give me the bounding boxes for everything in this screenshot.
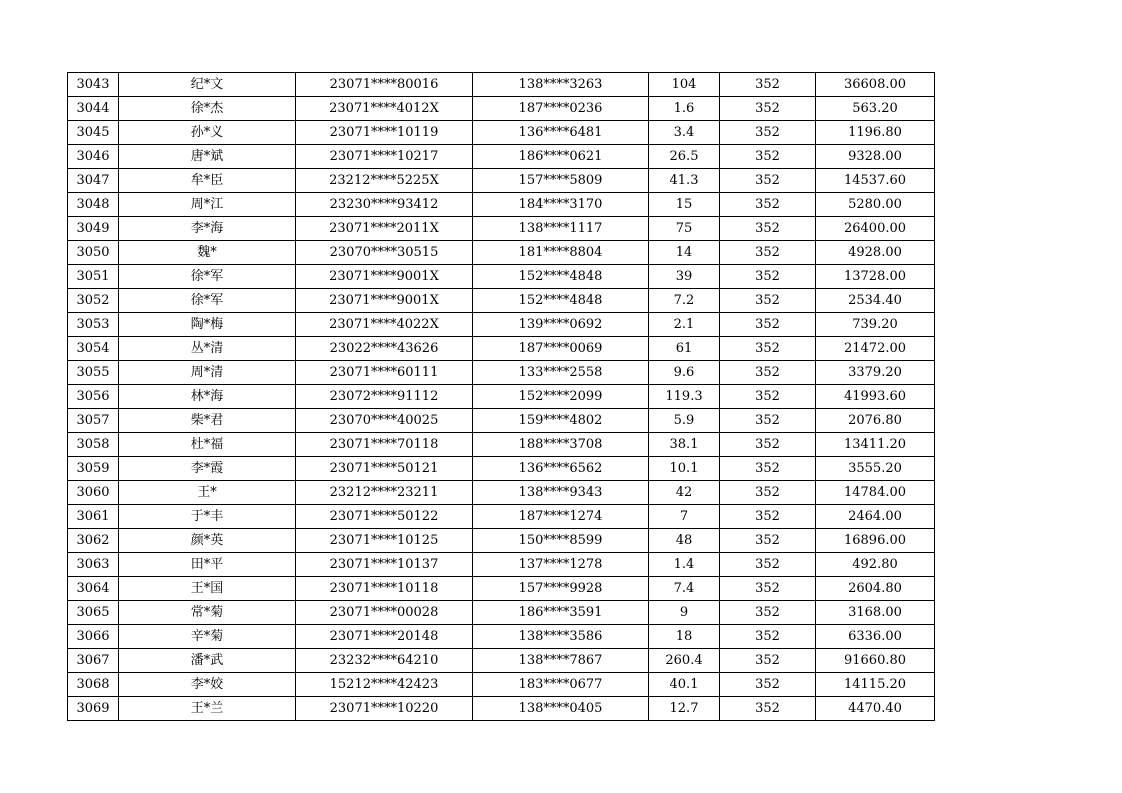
unit-price-cell: 352 bbox=[720, 649, 816, 673]
name-cell: 徐*杰 bbox=[119, 97, 296, 121]
serial-number-cell: 3051 bbox=[68, 265, 119, 289]
serial-number-cell: 3043 bbox=[68, 73, 119, 97]
quantity-cell: 7.2 bbox=[649, 289, 720, 313]
id-number-cell: 23071****60111 bbox=[296, 361, 473, 385]
unit-price-cell: 352 bbox=[720, 265, 816, 289]
table-row bbox=[68, 73, 935, 97]
quantity-cell: 15 bbox=[649, 193, 720, 217]
unit-price-cell: 352 bbox=[720, 97, 816, 121]
unit-price-cell: 352 bbox=[720, 193, 816, 217]
unit-price-cell: 352 bbox=[720, 289, 816, 313]
id-number-cell: 23071****4012X bbox=[296, 97, 473, 121]
unit-price-cell: 352 bbox=[720, 241, 816, 265]
id-number-cell: 23071****10217 bbox=[296, 145, 473, 169]
id-number-cell: 23071****20148 bbox=[296, 625, 473, 649]
amount-cell: 2076.80 bbox=[816, 409, 935, 433]
amount-cell: 26400.00 bbox=[816, 217, 935, 241]
amount-cell: 2464.00 bbox=[816, 505, 935, 529]
name-cell: 潘*武 bbox=[119, 649, 296, 673]
amount-cell: 492.80 bbox=[816, 553, 935, 577]
unit-price-cell: 352 bbox=[720, 73, 816, 97]
serial-number-cell: 3065 bbox=[68, 601, 119, 625]
quantity-cell: 18 bbox=[649, 625, 720, 649]
amount-cell: 41993.60 bbox=[816, 385, 935, 409]
unit-price-cell: 352 bbox=[720, 409, 816, 433]
name-cell: 陶*梅 bbox=[119, 313, 296, 337]
id-number-cell: 23212****23211 bbox=[296, 481, 473, 505]
phone-cell: 183****0677 bbox=[473, 673, 649, 697]
name-cell: 辛*菊 bbox=[119, 625, 296, 649]
unit-price-cell: 352 bbox=[720, 313, 816, 337]
serial-number-cell: 3058 bbox=[68, 433, 119, 457]
table-row bbox=[68, 481, 935, 505]
table-row bbox=[68, 457, 935, 481]
name-cell: 王* bbox=[119, 481, 296, 505]
unit-price-cell: 352 bbox=[720, 361, 816, 385]
serial-number-cell: 3067 bbox=[68, 649, 119, 673]
id-number-cell: 23070****40025 bbox=[296, 409, 473, 433]
amount-cell: 4928.00 bbox=[816, 241, 935, 265]
serial-number-cell: 3048 bbox=[68, 193, 119, 217]
id-number-cell: 23071****10220 bbox=[296, 697, 473, 721]
name-cell: 丛*清 bbox=[119, 337, 296, 361]
phone-cell: 138****3586 bbox=[473, 625, 649, 649]
name-cell: 杜*福 bbox=[119, 433, 296, 457]
unit-price-cell: 352 bbox=[720, 625, 816, 649]
phone-cell: 138****1117 bbox=[473, 217, 649, 241]
quantity-cell: 104 bbox=[649, 73, 720, 97]
name-cell: 周*清 bbox=[119, 361, 296, 385]
quantity-cell: 2.1 bbox=[649, 313, 720, 337]
quantity-cell: 9 bbox=[649, 601, 720, 625]
phone-cell: 159****4802 bbox=[473, 409, 649, 433]
unit-price-cell: 352 bbox=[720, 457, 816, 481]
unit-price-cell: 352 bbox=[720, 145, 816, 169]
serial-number-cell: 3059 bbox=[68, 457, 119, 481]
amount-cell: 6336.00 bbox=[816, 625, 935, 649]
phone-cell: 139****0692 bbox=[473, 313, 649, 337]
table-row bbox=[68, 289, 935, 313]
quantity-cell: 61 bbox=[649, 337, 720, 361]
id-number-cell: 23071****80016 bbox=[296, 73, 473, 97]
quantity-cell: 10.1 bbox=[649, 457, 720, 481]
amount-cell: 5280.00 bbox=[816, 193, 935, 217]
amount-cell: 3168.00 bbox=[816, 601, 935, 625]
quantity-cell: 5.9 bbox=[649, 409, 720, 433]
name-cell: 李*霞 bbox=[119, 457, 296, 481]
phone-cell: 138****3263 bbox=[473, 73, 649, 97]
amount-cell: 14784.00 bbox=[816, 481, 935, 505]
serial-number-cell: 3063 bbox=[68, 553, 119, 577]
table-row bbox=[68, 553, 935, 577]
name-cell: 柴*君 bbox=[119, 409, 296, 433]
name-cell: 纪*文 bbox=[119, 73, 296, 97]
id-number-cell: 23022****43626 bbox=[296, 337, 473, 361]
amount-cell: 14537.60 bbox=[816, 169, 935, 193]
serial-number-cell: 3062 bbox=[68, 529, 119, 553]
amount-cell: 16896.00 bbox=[816, 529, 935, 553]
quantity-cell: 7 bbox=[649, 505, 720, 529]
table-row bbox=[68, 313, 935, 337]
id-number-cell: 23071****4022X bbox=[296, 313, 473, 337]
id-number-cell: 23232****64210 bbox=[296, 649, 473, 673]
quantity-cell: 38.1 bbox=[649, 433, 720, 457]
unit-price-cell: 352 bbox=[720, 433, 816, 457]
serial-number-cell: 3049 bbox=[68, 217, 119, 241]
serial-number-cell: 3046 bbox=[68, 145, 119, 169]
records-table-body bbox=[68, 73, 935, 721]
amount-cell: 1196.80 bbox=[816, 121, 935, 145]
unit-price-cell: 352 bbox=[720, 481, 816, 505]
table-row bbox=[68, 361, 935, 385]
quantity-cell: 42 bbox=[649, 481, 720, 505]
spreadsheet-page bbox=[67, 72, 935, 721]
quantity-cell: 9.6 bbox=[649, 361, 720, 385]
unit-price-cell: 352 bbox=[720, 553, 816, 577]
phone-cell: 137****1278 bbox=[473, 553, 649, 577]
table-row bbox=[68, 601, 935, 625]
id-number-cell: 23071****9001X bbox=[296, 265, 473, 289]
serial-number-cell: 3066 bbox=[68, 625, 119, 649]
serial-number-cell: 3056 bbox=[68, 385, 119, 409]
phone-cell: 152****4848 bbox=[473, 265, 649, 289]
name-cell: 常*菊 bbox=[119, 601, 296, 625]
name-cell: 孙*义 bbox=[119, 121, 296, 145]
table-row bbox=[68, 505, 935, 529]
quantity-cell: 41.3 bbox=[649, 169, 720, 193]
table-row bbox=[68, 409, 935, 433]
quantity-cell: 40.1 bbox=[649, 673, 720, 697]
phone-cell: 187****0236 bbox=[473, 97, 649, 121]
unit-price-cell: 352 bbox=[720, 601, 816, 625]
phone-cell: 184****3170 bbox=[473, 193, 649, 217]
quantity-cell: 1.4 bbox=[649, 553, 720, 577]
unit-price-cell: 352 bbox=[720, 385, 816, 409]
id-number-cell: 23230****93412 bbox=[296, 193, 473, 217]
phone-cell: 133****2558 bbox=[473, 361, 649, 385]
quantity-cell: 1.6 bbox=[649, 97, 720, 121]
table-row bbox=[68, 697, 935, 721]
amount-cell: 3379.20 bbox=[816, 361, 935, 385]
name-cell: 徐*军 bbox=[119, 265, 296, 289]
table-row bbox=[68, 97, 935, 121]
phone-cell: 157****9928 bbox=[473, 577, 649, 601]
amount-cell: 13411.20 bbox=[816, 433, 935, 457]
table-row bbox=[68, 337, 935, 361]
name-cell: 牟*臣 bbox=[119, 169, 296, 193]
id-number-cell: 23071****10118 bbox=[296, 577, 473, 601]
amount-cell: 2604.80 bbox=[816, 577, 935, 601]
phone-cell: 138****7867 bbox=[473, 649, 649, 673]
serial-number-cell: 3055 bbox=[68, 361, 119, 385]
amount-cell: 36608.00 bbox=[816, 73, 935, 97]
id-number-cell: 23071****50122 bbox=[296, 505, 473, 529]
name-cell: 王*国 bbox=[119, 577, 296, 601]
phone-cell: 138****9343 bbox=[473, 481, 649, 505]
table-row bbox=[68, 385, 935, 409]
table-row bbox=[68, 529, 935, 553]
id-number-cell: 23070****30515 bbox=[296, 241, 473, 265]
table-row bbox=[68, 193, 935, 217]
name-cell: 李*海 bbox=[119, 217, 296, 241]
table-row bbox=[68, 265, 935, 289]
serial-number-cell: 3069 bbox=[68, 697, 119, 721]
name-cell: 魏* bbox=[119, 241, 296, 265]
amount-cell: 9328.00 bbox=[816, 145, 935, 169]
serial-number-cell: 3061 bbox=[68, 505, 119, 529]
serial-number-cell: 3044 bbox=[68, 97, 119, 121]
name-cell: 李*姣 bbox=[119, 673, 296, 697]
id-number-cell: 23071****50121 bbox=[296, 457, 473, 481]
id-number-cell: 15212****42423 bbox=[296, 673, 473, 697]
phone-cell: 152****4848 bbox=[473, 289, 649, 313]
id-number-cell: 23072****91112 bbox=[296, 385, 473, 409]
name-cell: 林*海 bbox=[119, 385, 296, 409]
name-cell: 于*丰 bbox=[119, 505, 296, 529]
phone-cell: 181****8804 bbox=[473, 241, 649, 265]
amount-cell: 14115.20 bbox=[816, 673, 935, 697]
serial-number-cell: 3064 bbox=[68, 577, 119, 601]
phone-cell: 136****6562 bbox=[473, 457, 649, 481]
quantity-cell: 75 bbox=[649, 217, 720, 241]
serial-number-cell: 3057 bbox=[68, 409, 119, 433]
unit-price-cell: 352 bbox=[720, 697, 816, 721]
quantity-cell: 39 bbox=[649, 265, 720, 289]
serial-number-cell: 3052 bbox=[68, 289, 119, 313]
quantity-cell: 14 bbox=[649, 241, 720, 265]
table-row bbox=[68, 121, 935, 145]
amount-cell: 739.20 bbox=[816, 313, 935, 337]
table-row bbox=[68, 673, 935, 697]
unit-price-cell: 352 bbox=[720, 673, 816, 697]
table-row bbox=[68, 169, 935, 193]
phone-cell: 157****5809 bbox=[473, 169, 649, 193]
name-cell: 田*平 bbox=[119, 553, 296, 577]
table-row bbox=[68, 649, 935, 673]
unit-price-cell: 352 bbox=[720, 121, 816, 145]
name-cell: 周*江 bbox=[119, 193, 296, 217]
id-number-cell: 23071****10137 bbox=[296, 553, 473, 577]
serial-number-cell: 3047 bbox=[68, 169, 119, 193]
records-table bbox=[67, 72, 935, 721]
name-cell: 徐*军 bbox=[119, 289, 296, 313]
id-number-cell: 23071****9001X bbox=[296, 289, 473, 313]
table-row bbox=[68, 433, 935, 457]
amount-cell: 563.20 bbox=[816, 97, 935, 121]
amount-cell: 3555.20 bbox=[816, 457, 935, 481]
unit-price-cell: 352 bbox=[720, 577, 816, 601]
phone-cell: 188****3708 bbox=[473, 433, 649, 457]
name-cell: 颜*英 bbox=[119, 529, 296, 553]
quantity-cell: 3.4 bbox=[649, 121, 720, 145]
unit-price-cell: 352 bbox=[720, 169, 816, 193]
table-row bbox=[68, 241, 935, 265]
amount-cell: 4470.40 bbox=[816, 697, 935, 721]
serial-number-cell: 3050 bbox=[68, 241, 119, 265]
quantity-cell: 26.5 bbox=[649, 145, 720, 169]
unit-price-cell: 352 bbox=[720, 337, 816, 361]
quantity-cell: 7.4 bbox=[649, 577, 720, 601]
id-number-cell: 23071****10125 bbox=[296, 529, 473, 553]
quantity-cell: 119.3 bbox=[649, 385, 720, 409]
phone-cell: 187****1274 bbox=[473, 505, 649, 529]
phone-cell: 186****3591 bbox=[473, 601, 649, 625]
phone-cell: 186****0621 bbox=[473, 145, 649, 169]
amount-cell: 2534.40 bbox=[816, 289, 935, 313]
phone-cell: 187****0069 bbox=[473, 337, 649, 361]
serial-number-cell: 3053 bbox=[68, 313, 119, 337]
amount-cell: 21472.00 bbox=[816, 337, 935, 361]
id-number-cell: 23071****10119 bbox=[296, 121, 473, 145]
quantity-cell: 260.4 bbox=[649, 649, 720, 673]
unit-price-cell: 352 bbox=[720, 529, 816, 553]
amount-cell: 13728.00 bbox=[816, 265, 935, 289]
serial-number-cell: 3060 bbox=[68, 481, 119, 505]
table-row bbox=[68, 217, 935, 241]
id-number-cell: 23071****00028 bbox=[296, 601, 473, 625]
amount-cell: 91660.80 bbox=[816, 649, 935, 673]
phone-cell: 150****8599 bbox=[473, 529, 649, 553]
table-row bbox=[68, 577, 935, 601]
serial-number-cell: 3068 bbox=[68, 673, 119, 697]
table-row bbox=[68, 145, 935, 169]
table-row bbox=[68, 625, 935, 649]
id-number-cell: 23212****5225X bbox=[296, 169, 473, 193]
serial-number-cell: 3045 bbox=[68, 121, 119, 145]
name-cell: 王*兰 bbox=[119, 697, 296, 721]
id-number-cell: 23071****2011X bbox=[296, 217, 473, 241]
name-cell: 唐*斌 bbox=[119, 145, 296, 169]
phone-cell: 152****2099 bbox=[473, 385, 649, 409]
quantity-cell: 48 bbox=[649, 529, 720, 553]
phone-cell: 138****0405 bbox=[473, 697, 649, 721]
quantity-cell: 12.7 bbox=[649, 697, 720, 721]
phone-cell: 136****6481 bbox=[473, 121, 649, 145]
unit-price-cell: 352 bbox=[720, 217, 816, 241]
serial-number-cell: 3054 bbox=[68, 337, 119, 361]
id-number-cell: 23071****70118 bbox=[296, 433, 473, 457]
unit-price-cell: 352 bbox=[720, 505, 816, 529]
